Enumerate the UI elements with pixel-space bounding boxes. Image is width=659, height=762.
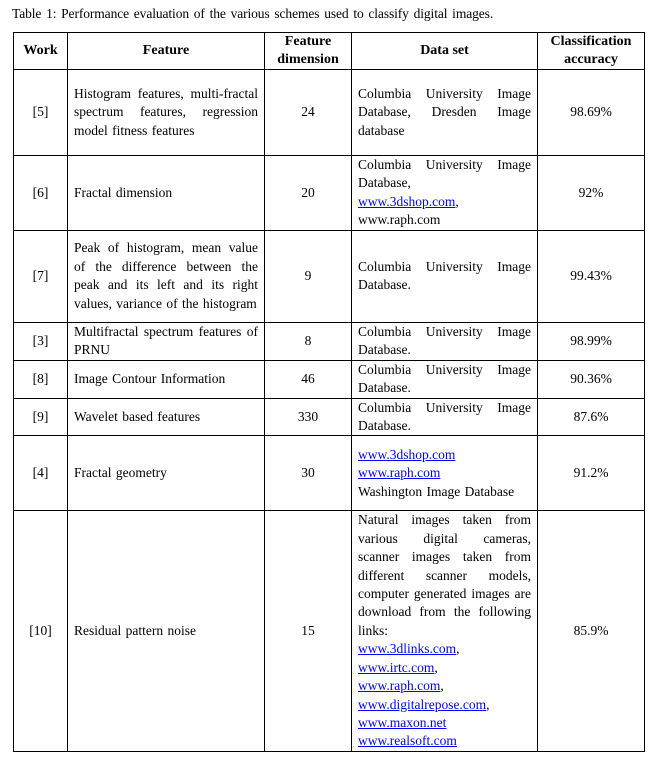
dataset-cell: Columbia University Image Database.: [352, 398, 538, 436]
work-cell: [7]: [14, 230, 68, 322]
accuracy-cell: 99.43%: [538, 230, 645, 322]
link-separator: ,: [455, 193, 459, 209]
dataset-link[interactable]: www.3dshop.com: [358, 193, 456, 209]
work-cell: [3]: [14, 322, 68, 360]
link-separator: ,: [456, 641, 460, 657]
accuracy-cell: 98.69%: [538, 70, 645, 156]
dataset-cell: Columbia University Image Database.: [352, 360, 538, 398]
feature-cell: Histogram features, multi-fractal spectrum features, regression model fitness features: [68, 70, 265, 156]
header-dimension: [265, 33, 352, 70]
table-row: [14, 511, 645, 751]
table-row: [14, 436, 645, 511]
dataset-link[interactable]: www.raph.com: [358, 678, 441, 694]
accuracy-cell: 91.2%: [538, 436, 645, 511]
work-cell: [9]: [14, 398, 68, 436]
feature-cell: Wavelet based features: [68, 398, 265, 436]
dimension-cell: 20: [265, 156, 352, 231]
work-cell: [10]: [14, 511, 68, 751]
dataset-cell: Columbia University Image Database, Dresden Image database: [352, 70, 538, 156]
header-work: Work: [14, 33, 68, 70]
dataset-text: Natural images taken from various digital cameras, scanner images taken from different scanner models, computer generated images are download from the following links:: [358, 512, 531, 638]
dataset-link[interactable]: www.3dshop.com: [358, 446, 456, 462]
link-separator: ,: [486, 696, 490, 712]
accuracy-cell: 92%: [538, 156, 645, 231]
feature-cell: Peak of histogram, mean value of the difference between the peak and its left and its right values, variance of the histogram: [68, 230, 265, 322]
header-dimension-line1: Feature: [284, 34, 332, 49]
work-cell: [8]: [14, 360, 68, 398]
table-row: [14, 360, 645, 398]
feature-cell: Residual pattern noise: [68, 511, 265, 751]
dataset-text: Washington Image Database: [358, 483, 515, 499]
header-accuracy-line1: Classification: [550, 34, 632, 49]
dimension-cell: 46: [265, 360, 352, 398]
performance-table: [13, 32, 645, 752]
table-row: [14, 70, 645, 156]
dimension-cell: 9: [265, 230, 352, 322]
dimension-cell: 30: [265, 436, 352, 511]
link-separator: ,: [440, 678, 444, 694]
dataset-cell: Columbia University Image Database.: [352, 322, 538, 360]
work-cell: [6]: [14, 156, 68, 231]
table-caption: Table 1: Performance evaluation of the various schemes used to classify digital images.: [12, 6, 494, 21]
header-accuracy: [538, 33, 645, 70]
table-row: [14, 156, 645, 231]
dimension-cell: 330: [265, 398, 352, 436]
header-dimension-line2: dimension: [277, 52, 339, 67]
dataset-text: www.raph.com: [358, 212, 441, 228]
dataset-cell: [352, 511, 538, 751]
header-dataset: Data set: [352, 33, 538, 70]
table-row: [14, 322, 645, 360]
dataset-text: Columbia University Image Database,: [358, 157, 531, 191]
feature-cell: Multifractal spectrum features of PRNU: [68, 322, 265, 360]
link-separator: ,: [434, 659, 438, 675]
dimension-cell: 15: [265, 511, 352, 751]
accuracy-cell: 90.36%: [538, 360, 645, 398]
dataset-link[interactable]: www.irtc.com: [358, 659, 435, 675]
dataset-cell: Columbia University Image Database.: [352, 230, 538, 322]
dataset-link[interactable]: www.3dlinks.com: [358, 641, 457, 657]
feature-cell: Fractal geometry: [68, 436, 265, 511]
header-feature: Feature: [68, 33, 265, 70]
dataset-link[interactable]: www.raph.com: [358, 465, 441, 481]
work-cell: [5]: [14, 70, 68, 156]
dimension-cell: 8: [265, 322, 352, 360]
header-accuracy-line2: accuracy: [564, 52, 618, 67]
feature-cell: Image Contour Information: [68, 360, 265, 398]
dataset-link[interactable]: www.maxon.net: [358, 714, 447, 730]
work-cell: [4]: [14, 436, 68, 511]
dataset-link[interactable]: www.realsoft.com: [358, 733, 457, 749]
accuracy-cell: 85.9%: [538, 511, 645, 751]
dataset-cell: [352, 436, 538, 511]
feature-cell: Fractal dimension: [68, 156, 265, 231]
accuracy-cell: 98.99%: [538, 322, 645, 360]
table-row: [14, 230, 645, 322]
header-row: [14, 33, 645, 70]
dataset-cell: [352, 156, 538, 231]
table-row: [14, 398, 645, 436]
dataset-link[interactable]: www.digitalrepose.com: [358, 696, 487, 712]
dimension-cell: 24: [265, 70, 352, 156]
accuracy-cell: 87.6%: [538, 398, 645, 436]
